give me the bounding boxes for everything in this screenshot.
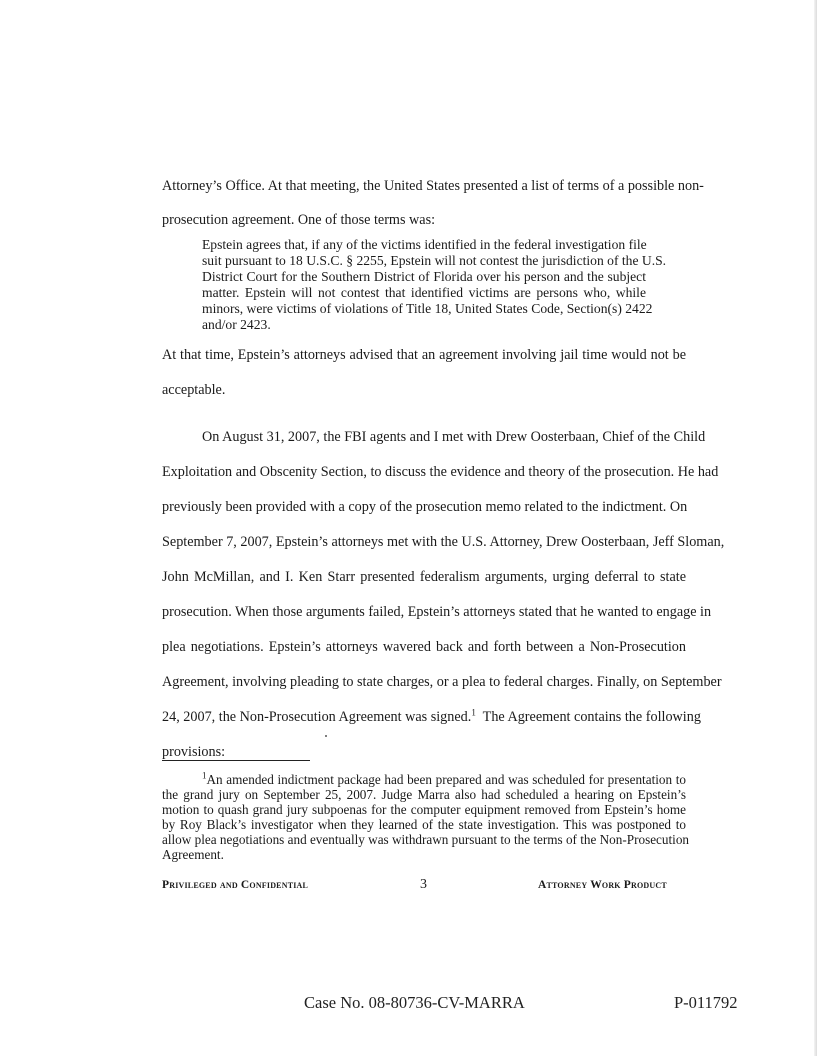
- footnote-marker: 1: [202, 770, 207, 781]
- body-line: Agreement, involving pleading to state charges, or a plea to federal charges. Finally, on September: [162, 674, 722, 690]
- body-line: plea negotiations. Epstein’s attorneys wavered back and forth between a Non-Prosecution: [162, 639, 686, 655]
- block-quote: [202, 237, 667, 333]
- body-line: prosecution. When those arguments failed, Epstein’s attorneys stated that he wanted to engage in: [162, 604, 712, 620]
- body-line: prosecution agreement. One of those terms was:: [162, 212, 436, 228]
- footer-privileged: Privileged and Confidential: [162, 879, 309, 891]
- quote-line: matter. Epstein will not contest that identified victims are persons who, while: [202, 285, 646, 300]
- body-line: On August 31, 2007, the FBI agents and I met with Drew Oosterbaan, Chief of the Child: [202, 429, 706, 445]
- footnote: [162, 770, 690, 862]
- body-line: September 7, 2007, Epstein’s attorneys met with the U.S. Attorney, Drew Oosterbaan, Jeff Sloman,: [162, 534, 725, 550]
- body-line-tail: The Agreement contains the following: [475, 709, 701, 725]
- case-number-stamp: Case No. 08-80736-CV-MARRA: [304, 993, 525, 1012]
- body-line-text: 24, 2007, the Non-Prosecution Agreement was signed.: [162, 709, 472, 725]
- body-line: previously been provided with a copy of the prosecution memo related to the indictment. On: [162, 499, 688, 515]
- body-line: Exploitation and Obscenity Section, to discuss the evidence and theory of the prosecution. He had: [162, 464, 719, 480]
- footnote-line: allow plea negotiations and eventually was withdrawn pursuant to the terms of the Non-Prosecution: [162, 832, 690, 847]
- footnote-line: [162, 772, 686, 787]
- quote-line: minors, were victims of violations of Title 18, United States Code, Section(s) 2422: [202, 301, 653, 316]
- body-line-with-footnote: [162, 707, 701, 727]
- quote-line: and/or 2423.: [202, 317, 271, 332]
- footnote-line: the grand jury on September 25, 2007. Judge Marra also had scheduled a hearing on Epstein’s: [162, 787, 686, 802]
- footnote-line: Agreement.: [162, 847, 224, 862]
- bates-number: P-011792: [674, 993, 738, 1012]
- body-line: John McMillan, and I. Ken Starr presented federalism arguments, urging deferral to state: [162, 569, 686, 585]
- stray-mark: [325, 735, 327, 737]
- footnote-separator: [162, 760, 310, 761]
- quote-line: suit pursuant to 18 U.S.C. § 2255, Epstein will not contest the jurisdiction of the U.S.: [202, 253, 667, 268]
- footnote-line: by Roy Black’s investigator when they learned of the state investigation. This was postponed to: [162, 817, 686, 832]
- quote-line: Epstein agrees that, if any of the victims identified in the federal investigation file: [202, 237, 647, 252]
- footnote-reference: 1: [471, 707, 476, 718]
- footnote-line: motion to quash grand jury subpoenas for the computer equipment removed from Epstein’s home: [162, 802, 686, 817]
- body-line: At that time, Epstein’s attorneys advised that an agreement involving jail time would not be: [162, 347, 686, 363]
- footer-work-product: Attorney Work Product: [538, 879, 667, 891]
- body-line: acceptable.: [162, 382, 226, 398]
- page-number: 3: [420, 877, 427, 892]
- body-line: Attorney’s Office. At that meeting, the United States presented a list of terms of a possible non-: [162, 178, 704, 194]
- footnote-text: An amended indictment package had been prepared and was scheduled for presentation to: [206, 772, 686, 787]
- quote-line: District Court for the Southern District of Florida over his person and the subject: [202, 269, 646, 284]
- body-line: provisions:: [162, 744, 226, 760]
